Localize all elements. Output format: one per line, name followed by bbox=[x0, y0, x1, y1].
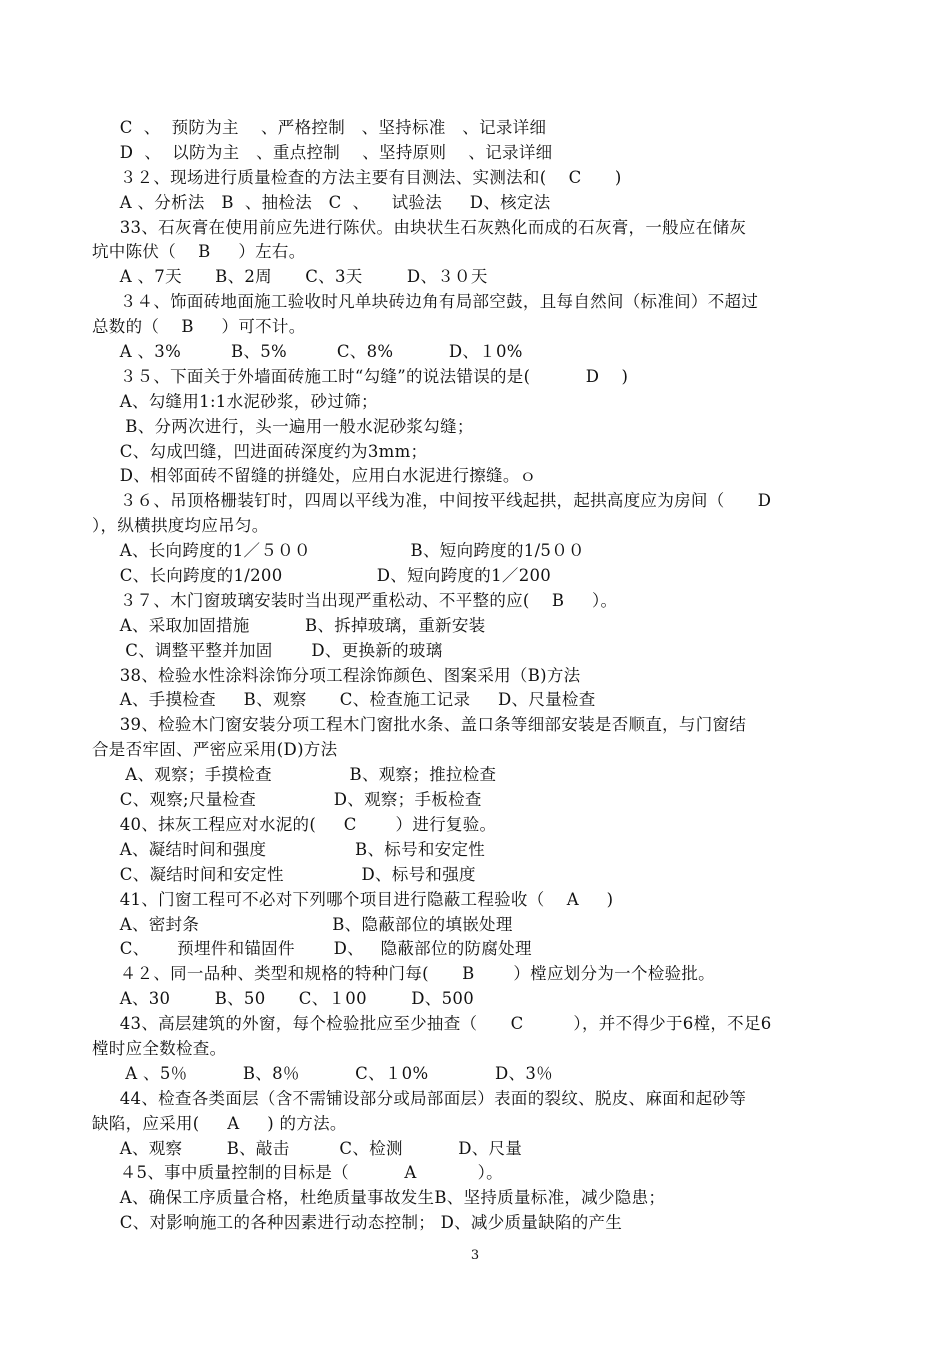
text-line: ４２、同一品种、类型和规格的特种门每( B ）樘应划分为一个检验批。 bbox=[92, 964, 715, 984]
page-number: 3 bbox=[470, 1248, 480, 1263]
text-line: ），纵横拱度均应吊匀。 bbox=[92, 516, 269, 536]
text-line: D、相邻面砖不留缝的拼缝处，应用白水泥进行擦缝。ｏ bbox=[92, 466, 537, 486]
text-line: A、手摸检查 B、观察 C、检查施工记录 D、尺量检查 bbox=[92, 690, 596, 710]
text-line: C、调整平整并加固 D、更换新的玻璃 bbox=[92, 640, 443, 660]
text-line: C、凝结时间和安定性 D、标号和强度 bbox=[92, 864, 476, 884]
text-line: B、分两次进行，头一遍用一般水泥砂浆勾缝； bbox=[92, 416, 474, 436]
text-line: ３５、下面关于外墙面砖施工时“勾缝”的说法错误的是( D ) bbox=[92, 366, 629, 386]
text-line: ３７、木门窗玻璃安装时当出现严重松动、不平整的应( B ）。 bbox=[92, 590, 618, 610]
text-line: 39、检验木门窗安装分项工程木门窗批水条、盖口条等细部安装是否顺直，与门窗结 bbox=[92, 715, 747, 735]
text-line: A、密封条 B、隐蔽部位的填嵌处理 bbox=[92, 914, 513, 934]
text-line: C、长向跨度的1/200 D、短向跨度的1／200 bbox=[92, 566, 552, 586]
text-line: 38、检验水性涂料涂饰分项工程涂饰颜色、图案采用（B)方法 bbox=[92, 665, 581, 685]
text-line: A、勾缝用1:1水泥砂浆，砂过筛； bbox=[92, 391, 378, 411]
text-line: C、勾成凹缝，凹进面砖深度约为3mm； bbox=[92, 441, 428, 461]
text-line: ４5、事中质量控制的目标是（ A ）。 bbox=[92, 1163, 503, 1183]
text-line: 缺陷，应采用( A ) 的方法。 bbox=[92, 1113, 347, 1133]
text-line: 40、抹灰工程应对水泥的( C ）进行复验。 bbox=[92, 814, 497, 834]
text-line: A 、5％ B、8％ C、１0% D、3％ bbox=[92, 1063, 553, 1083]
text-line: 41、门窗工程可不必对下列哪个项目进行隐蔽工程验收（ A ) bbox=[92, 889, 614, 909]
text-line: A、观察；手摸检查 B、观察；推拉检查 bbox=[92, 765, 497, 785]
text-line: A 、7天 B、2周 C、3天 D、３０天 bbox=[92, 267, 488, 287]
text-line: ３２、现场进行质量检查的方法主要有目测法、实测法和( C ) bbox=[92, 167, 622, 187]
text-line: 33、石灰膏在使用前应先进行陈伏。由块状生石灰熟化而成的石灰膏，一般应在储灰 bbox=[92, 217, 747, 237]
text-line: D 、 以防为主 、重点控制 、坚持原则 、记录详细 bbox=[92, 142, 553, 162]
text-line: A 、分析法 B 、抽检法 C 、 试验法 D、核定法 bbox=[92, 192, 551, 212]
text-line: ３６、吊顶格栅装钉时，四周以平线为准，中间按平线起拱，起拱高度应为房间（ D bbox=[92, 491, 772, 511]
text-line: A、确保工序质量合格，杜绝质量事故发生B、坚持质量标准，减少隐患； bbox=[92, 1188, 666, 1208]
text-line: A 、3% B、5% C、8% D、１0% bbox=[92, 342, 523, 362]
text-line: 总数的（ B ）可不计。 bbox=[92, 317, 306, 337]
text-line: C、观察;尺量检查 D、观察；手板检查 bbox=[92, 790, 482, 810]
text-line: A、凝结时间和强度 B、标号和安定性 bbox=[92, 839, 486, 859]
text-line: 坑中陈伏（ B ）左右。 bbox=[92, 242, 306, 262]
text-line: A、长向跨度的1／５００ B、短向跨度的1/5００ bbox=[92, 541, 585, 561]
text-line: C 、 预防为主 、严格控制 、坚持标准 、记录详细 bbox=[92, 118, 547, 137]
text-line: ３４、饰面砖地面施工验收时凡单块砖边角有局部空鼓，且每自然间（标准间）不超过 bbox=[92, 292, 759, 312]
text-line: C、对影响施工的各种因素进行动态控制； D、减少质量缺陷的产生 bbox=[92, 1213, 623, 1233]
text-line: A、30 B、50 C、１00 D、500 bbox=[92, 989, 474, 1009]
question-text-block bbox=[92, 116, 862, 1236]
text-line: 樘时应全数检查。 bbox=[92, 1038, 227, 1058]
text-line: C、 预埋件和锚固件 D、 隐蔽部位的防腐处理 bbox=[92, 939, 532, 959]
text-line: 44、检查各类面层（含不需铺设部分或局部面层）表面的裂纹、脱皮、麻面和起砂等 bbox=[92, 1088, 747, 1108]
text-line: A、采取加固措施 B、拆掉玻璃，重新安装 bbox=[92, 615, 486, 635]
text-line: 43、高层建筑的外窗，每个检验批应至少抽查（ C ），并不得少于6樘，不足6 bbox=[92, 1014, 772, 1034]
text-line: 合是否牢固、严密应采用(D)方法 bbox=[92, 740, 338, 760]
text-line: A、观察 B、敲击 C、检测 D、尺量 bbox=[92, 1138, 523, 1158]
